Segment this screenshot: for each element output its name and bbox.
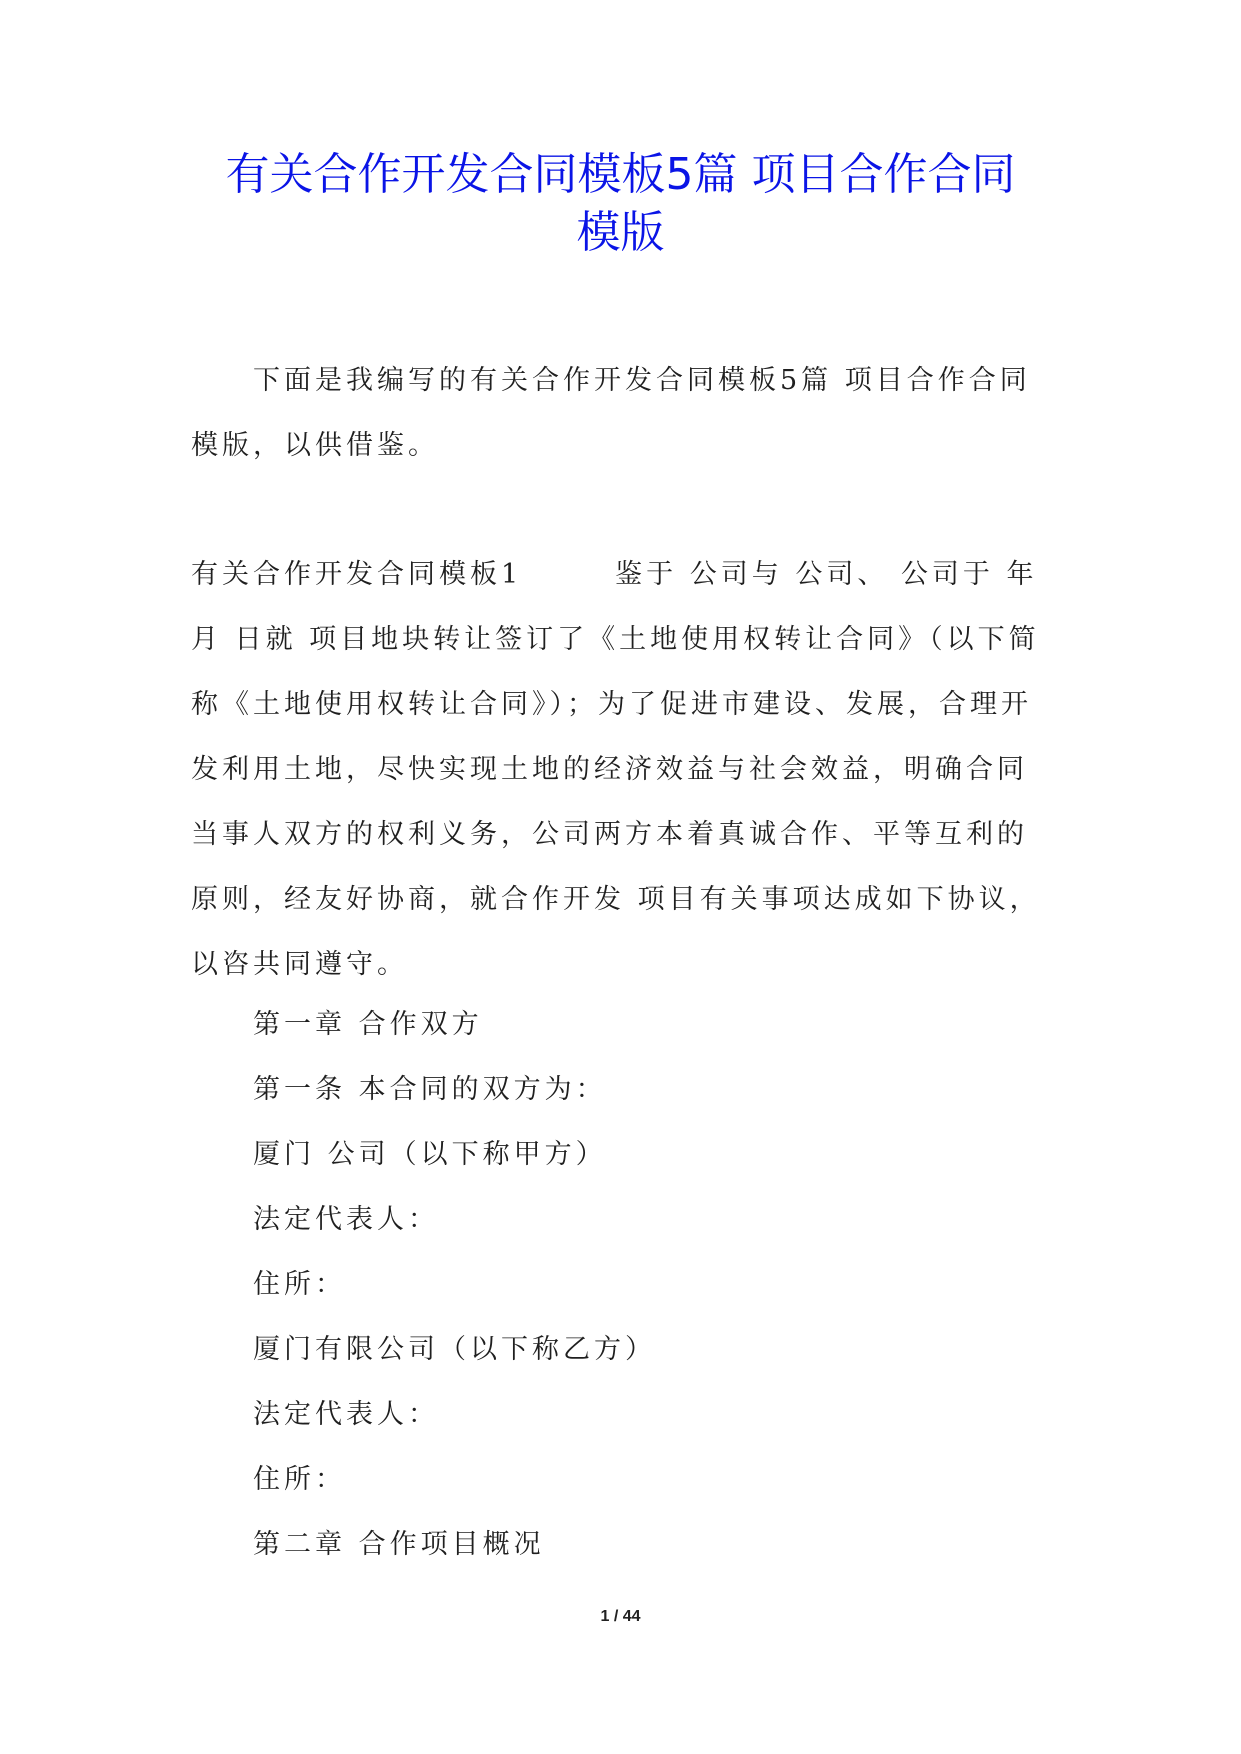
intro-paragraph: 下面是我编写的有关合作开发合同模板5篇 项目合作合同模版，以供借鉴。 <box>191 365 1031 461</box>
chapter-2-heading: 第二章 合作项目概况 <box>253 1529 545 1560</box>
party-b-name: 厦门有限公司（以下称乙方） <box>253 1334 656 1365</box>
party-a-address: 住所： <box>253 1269 346 1300</box>
chapter-1-heading: 第一章 合作双方 <box>253 1009 483 1040</box>
party-b-address: 住所： <box>253 1464 346 1495</box>
party-b-legal-representative: 法定代表人： <box>253 1399 439 1430</box>
title-line-2: 模版 <box>576 207 665 258</box>
page-number: 1 / 44 <box>600 1608 641 1625</box>
title-line-1: 有关合作开发合同模板5篇 项目合作合同 <box>225 149 1016 200</box>
party-a-legal-representative: 法定代表人： <box>253 1204 439 1235</box>
article-1-heading: 第一条 本合同的双方为： <box>253 1074 607 1105</box>
party-a-name: 厦门 公司（以下称甲方） <box>253 1139 607 1170</box>
contract-preamble-paragraph: 有关合作开发合同模板1 鉴于 公司与 公司、 公司于 年月 日就 项目地块转让签订了《土地使用权转让合同》（以下简称《土地使用权转让合同》）；为了促进市建设、发展，合理开发利用土地，尽快实现土地的经济效益与社会效益，明确合同当事人双方的权利义务，公司两方本着真诚合作、平等互利的原则，经友好协商，就合作开发 项目有关事项达成如下协议，以咨共同遵守。 <box>191 559 1041 980</box>
document-title <box>150 146 1091 262</box>
